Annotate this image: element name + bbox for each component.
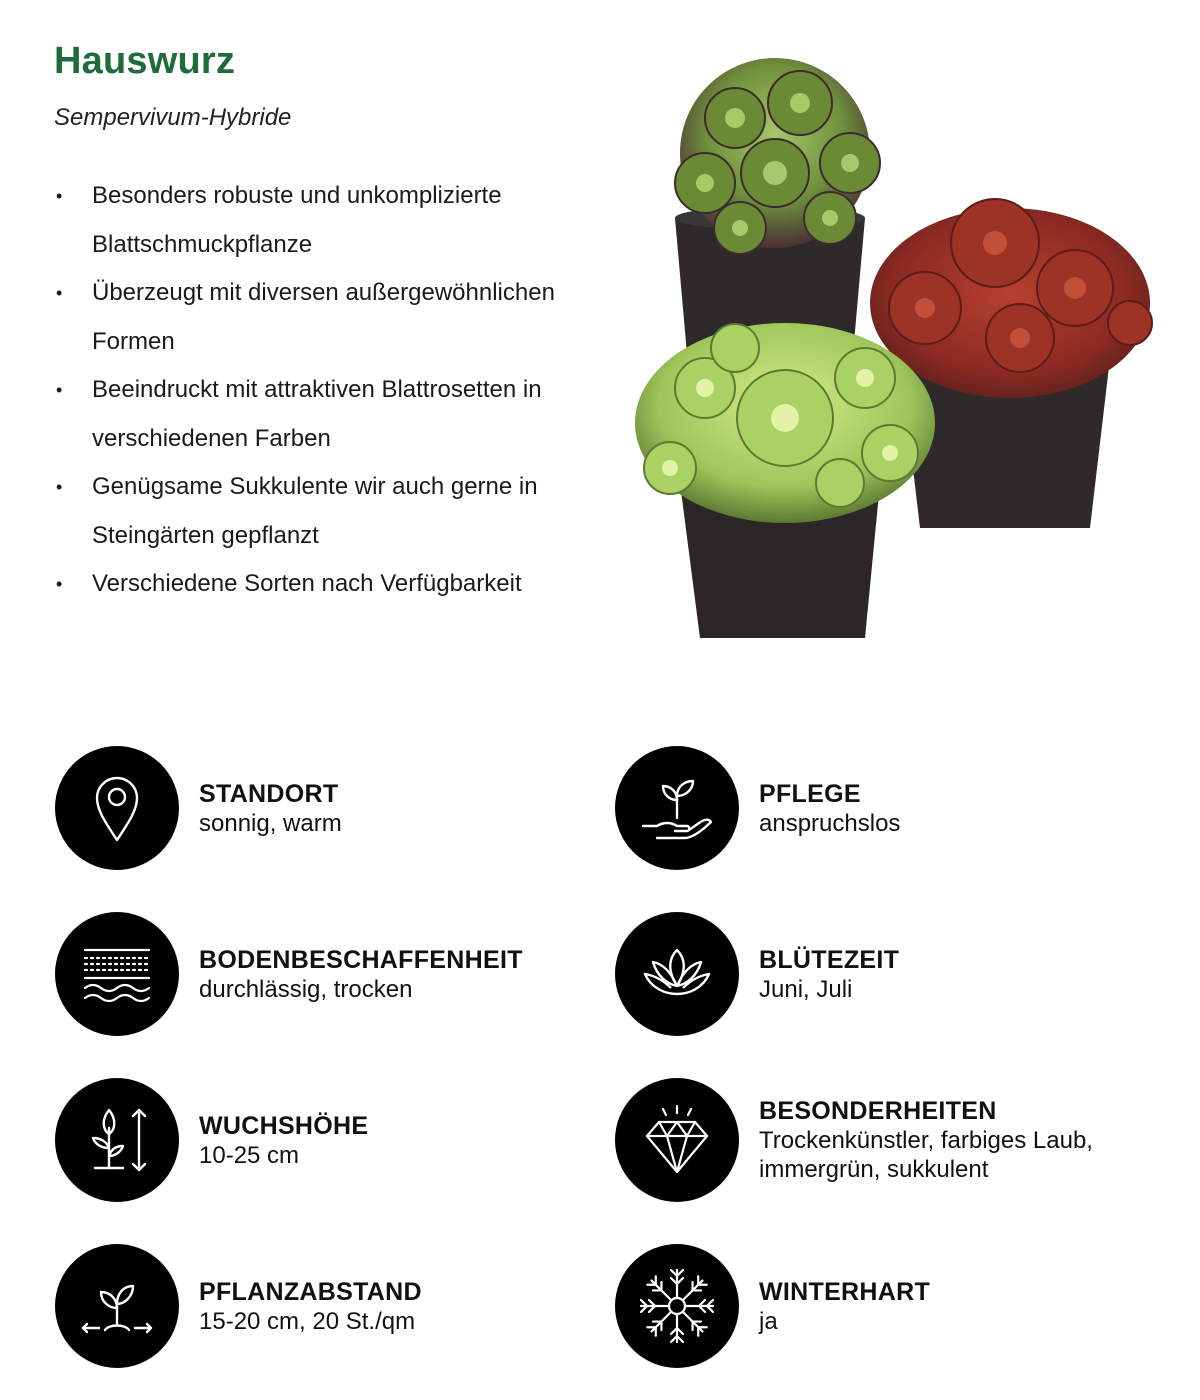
- feature-value: anspruchslos: [759, 809, 901, 837]
- location-pin-icon: [55, 746, 179, 870]
- pot-red: [870, 199, 1152, 528]
- product-photo: [625, 58, 1165, 658]
- diamond-icon: [615, 1078, 739, 1202]
- feature-value: 15-20 cm, 20 St./qm: [199, 1307, 416, 1335]
- feature-value: durchlässig, trocken: [199, 975, 413, 1003]
- feature-boden: [55, 912, 523, 1036]
- snowflake-icon: [615, 1244, 739, 1368]
- page-title: Hauswurz: [54, 40, 236, 82]
- feature-label: WINTERHART: [759, 1277, 931, 1306]
- bullet-item: • Überzeugt mit diversen außergewöhnlichen Formen: [54, 269, 594, 366]
- bullet-item: • Beeindruckt mit attraktiven Blattrosetten in verschiedenen Farben: [54, 366, 594, 463]
- feature-value: ja: [759, 1307, 778, 1335]
- feature-label: PFLANZABSTAND: [199, 1277, 422, 1306]
- plant-height-icon: [55, 1078, 179, 1202]
- feature-bluetezeit: [615, 912, 899, 1036]
- feature-label: PFLEGE: [759, 779, 861, 808]
- soil-layers-icon: [55, 912, 179, 1036]
- feature-value: Juni, Juli: [759, 975, 853, 1003]
- feature-value: immergrün, sukkulent: [759, 1156, 989, 1183]
- plant-spacing-icon: [55, 1244, 179, 1368]
- feature-pflanzabstand: [55, 1244, 422, 1368]
- feature-label: WUCHSHÖHE: [199, 1111, 369, 1140]
- feature-label: BLÜTEZEIT: [759, 945, 900, 974]
- feature-value: sonnig, warm: [199, 809, 342, 837]
- bullet-item: • Genügsame Sukkulente wir auch gerne in Steingärten gepflanzt: [54, 463, 594, 560]
- feature-winterhart: [615, 1244, 930, 1368]
- feature-label: BESONDERHEITEN: [759, 1097, 997, 1125]
- feature-besonderheiten: [615, 1078, 1093, 1202]
- feature-label: STANDORT: [199, 779, 339, 808]
- feature-value: 10-25 cm: [199, 1141, 300, 1169]
- feature-wuchshoehe: [55, 1078, 368, 1202]
- feature-pflege: [615, 746, 900, 870]
- feature-label: BODENBESCHAFFENHEIT: [199, 945, 523, 974]
- feature-standort: [55, 746, 342, 870]
- bullet-item: • Verschiedene Sorten nach Verfügbarkeit: [54, 560, 594, 609]
- feature-bullet-list: [54, 172, 594, 609]
- feature-value: Trockenkünstler, farbiges Laub,: [759, 1127, 1093, 1154]
- hand-seedling-icon: [615, 746, 739, 870]
- bullet-item: • Besonders robuste und unkomplizierte Blattschmuckpflanze: [54, 172, 594, 269]
- botanical-name: Sempervivum-Hybride: [54, 104, 292, 131]
- pot-lime: [635, 323, 935, 638]
- lotus-flower-icon: [615, 912, 739, 1036]
